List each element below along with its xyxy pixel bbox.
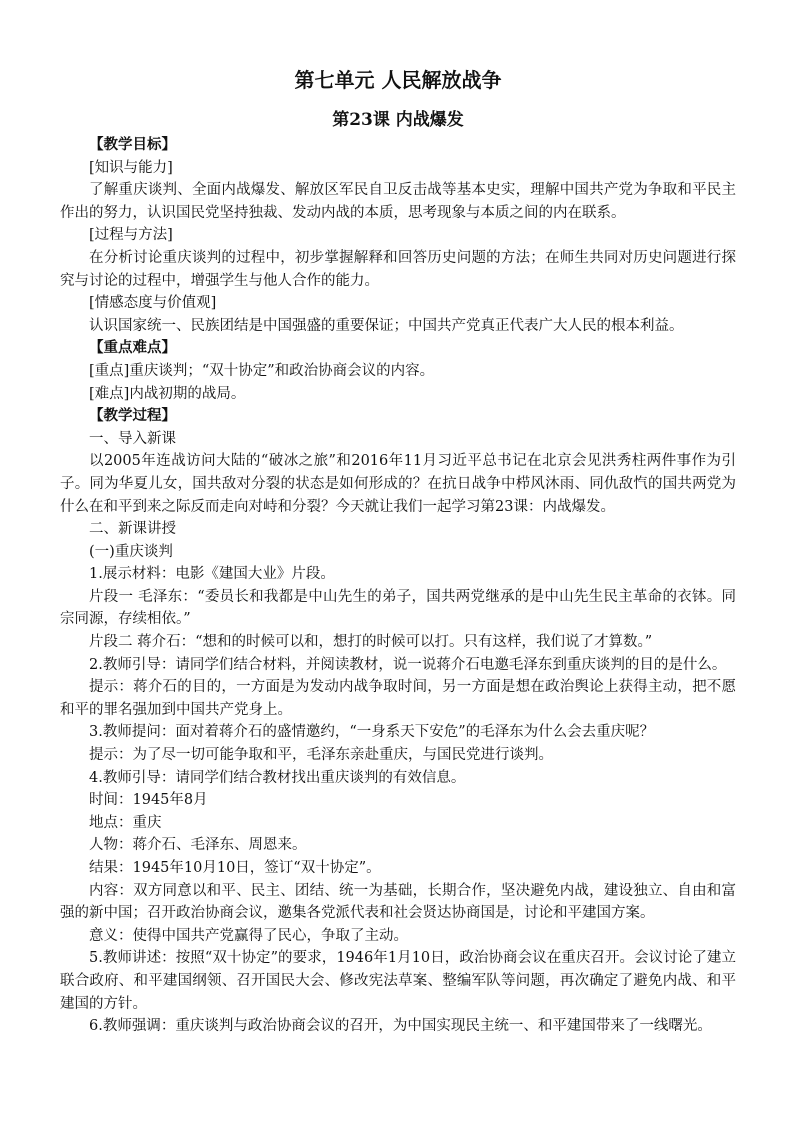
paragraph: 意义：使得中国共产党赢得了民心，争取了主动。: [89, 927, 408, 944]
section-heading-key-points: 【重点难点】: [89, 339, 176, 357]
paragraph: 在分析讨论重庆谈判的过程中，初步掌握解释和回答历史问题的方法；在师生共同对历史问题进行探究与讨论的过程中，增强学生与他人合作的能力。: [60, 249, 736, 289]
paragraph: 结果：1945年10月10日，签订“双十协定”。: [89, 860, 381, 876]
paragraph: 以2005年连战访问大陆的“破冰之旅”和2016年11月习近平总书记在北京会见洪秀柱两件事作为引子。同为华夏儿女，国共敌对分裂的状态是如何形成的？在抗日战争中栉风沐雨、同仇敌忾的国共两党为什么在和平到来之际反而走向对峙和分裂？今天就让我们一起学习第23课：内战爆发。: [60, 453, 736, 515]
paragraph: 2.教师引导：请同学们结合材料，并阅读教材，说一说蒋介石电邀毛泽东到重庆谈判的目的是什么。: [89, 656, 727, 673]
subheading-intro: 一、导入新课: [89, 430, 176, 447]
section-heading-teaching-process: 【教学过程】: [89, 407, 176, 425]
paragraph: [重点]重庆谈判；“双十协定”和政治协商会议的内容。: [89, 362, 435, 379]
paragraph: 6.教师强调：重庆谈判与政治协商会议的召开，为中国实现民主统一、和平建国带来了一线曙光。: [89, 1018, 712, 1035]
paragraph: 5.教师讲述：按照“双十协定”的要求，1946年1月10日，政治协商会议在重庆召开。会议讨论了建立联合政府、和平建国纲领、召开国民大会、修改宪法草案、整编军队等问题，再次确定了避免内战、和平建国的方针。: [60, 950, 736, 1012]
paragraph: 地点：重庆: [89, 814, 162, 831]
subheading-chongqing: (一)重庆谈判: [89, 543, 173, 560]
paragraph: 片段二 蒋介石：“想和的时候可以和，想打的时候可以打。只有这样，我们说了才算数。”: [89, 634, 653, 651]
section-heading-teaching-goals: 【教学目标】: [89, 136, 176, 153]
paragraph: 3.教师提问：面对着蒋介石的盛情邀约，“一身系天下安危”的毛泽东为什么会去重庆呢？: [89, 724, 655, 741]
document-page: [60, 66, 736, 1038]
paragraph: 时间：1945年8月: [89, 792, 208, 809]
paragraph: 认识国家统一、民族团结是中国强盛的重要保证；中国共产党真正代表广大人民的根本利益。: [89, 317, 684, 334]
lesson-title: 第23课 内战爆发: [332, 110, 464, 130]
paragraph: 了解重庆谈判、全面内战爆发、解放区军民自卫反击战等基本史实，理解中国共产党为争取和平民主作出的努力，认识国民党坚持独裁、发动内战的本质，思考现象与本质之间的内在联系。: [60, 182, 736, 221]
paragraph: 人物：蒋介石、毛泽东、周恩来。: [89, 837, 307, 854]
paragraph: 1.展示材料：电影《建国大业》片段。: [89, 566, 335, 583]
paragraph: 提示：蒋介石的目的，一方面是为发动内战争取时间，另一方面是想在政治舆论上获得主动，把不愿和平的罪名强加到中国共产党身上。: [60, 679, 736, 718]
paragraph: 片段一 毛泽东：“委员长和我都是中山先生的弟子，国共两党继承的是中山先生民主革命的衣钵。同宗同源，存续相依。”: [60, 588, 736, 628]
paragraph: [难点]内战初期的战局。: [89, 385, 246, 402]
subheading-values: [情感态度与价值观]: [89, 295, 217, 312]
subheading-new-lesson: 二、新课讲授: [89, 521, 176, 538]
paragraph: 内容：双方同意以和平、民主、团结、统一为基础，长期合作，坚决避免内战，建设独立、自由和富强的新中国；召开政治协商会议，邀集各党派代表和社会贤达协商国是，讨论和平建国方案。: [60, 882, 736, 922]
subheading-process: [过程与方法]: [89, 227, 173, 244]
paragraph: 4.教师引导：请同学们结合教材找出重庆谈判的有效信息。: [89, 769, 466, 786]
paragraph: 提示：为了尽一切可能争取和平，毛泽东亲赴重庆，与国民党进行谈判。: [89, 747, 553, 764]
unit-title: 第七单元 人民解放战争: [294, 68, 502, 92]
subheading-knowledge: [知识与能力]: [89, 159, 173, 176]
